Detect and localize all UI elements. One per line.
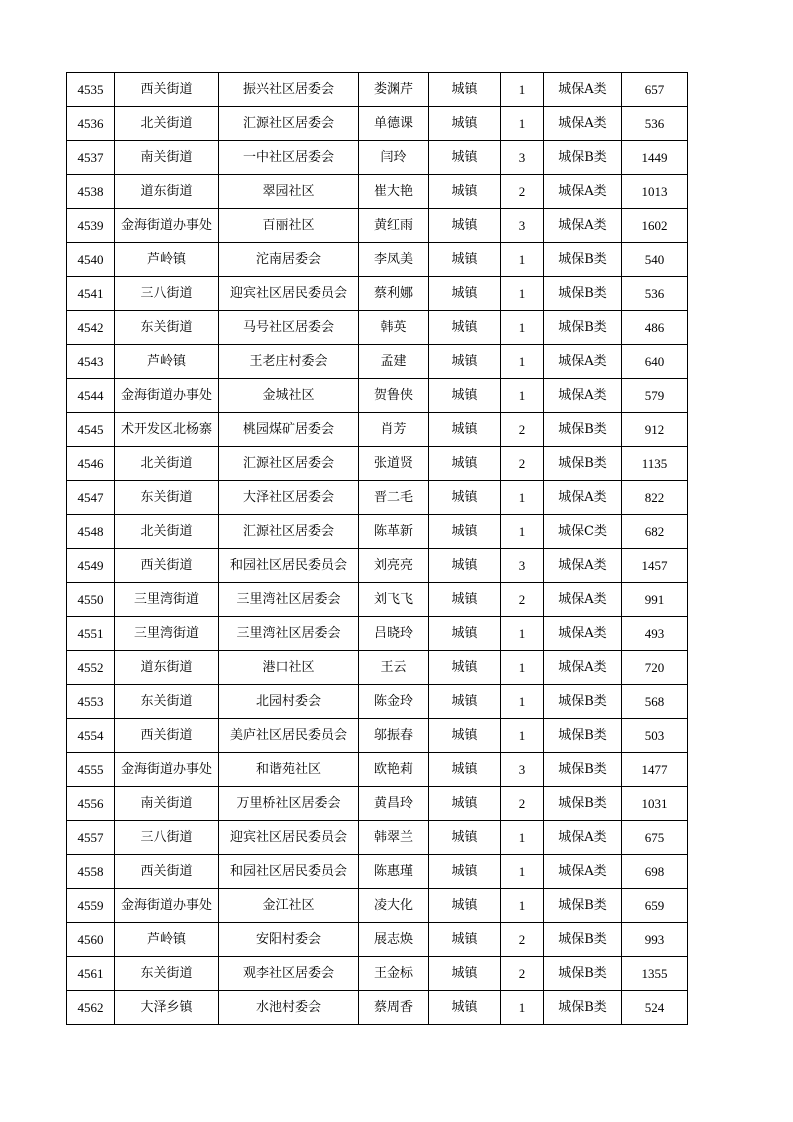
street-cell: 芦岭镇 [115, 243, 219, 277]
name-cell: 蔡周香 [359, 991, 429, 1025]
community-cell: 一中社区居委会 [219, 141, 359, 175]
row-id-cell: 4539 [67, 209, 115, 243]
name-cell: 陈惠瑾 [359, 855, 429, 889]
amount-cell: 657 [622, 73, 688, 107]
street-cell: 三八街道 [115, 277, 219, 311]
name-cell: 王云 [359, 651, 429, 685]
category-cell: 城保A类 [544, 209, 622, 243]
community-cell: 金城社区 [219, 379, 359, 413]
street-cell: 三里湾街道 [115, 583, 219, 617]
count-cell: 1 [501, 719, 544, 753]
table-row [67, 379, 688, 413]
type-cell: 城镇 [429, 685, 501, 719]
category-cell: 城保B类 [544, 243, 622, 277]
category-cell: 城保B类 [544, 923, 622, 957]
count-cell: 1 [501, 515, 544, 549]
community-cell: 马号社区居委会 [219, 311, 359, 345]
category-cell: 城保B类 [544, 889, 622, 923]
type-cell: 城镇 [429, 617, 501, 651]
row-id-cell: 4547 [67, 481, 115, 515]
row-id-cell: 4553 [67, 685, 115, 719]
community-cell: 三里湾社区居委会 [219, 617, 359, 651]
amount-cell: 1031 [622, 787, 688, 821]
name-cell: 韩英 [359, 311, 429, 345]
amount-cell: 682 [622, 515, 688, 549]
street-cell: 北关街道 [115, 515, 219, 549]
community-cell: 安阳村委会 [219, 923, 359, 957]
count-cell: 1 [501, 345, 544, 379]
type-cell: 城镇 [429, 651, 501, 685]
street-cell: 芦岭镇 [115, 345, 219, 379]
count-cell: 3 [501, 753, 544, 787]
name-cell: 凌大化 [359, 889, 429, 923]
count-cell: 2 [501, 583, 544, 617]
community-cell: 翠园社区 [219, 175, 359, 209]
type-cell: 城镇 [429, 583, 501, 617]
category-cell: 城保B类 [544, 787, 622, 821]
type-cell: 城镇 [429, 991, 501, 1025]
type-cell: 城镇 [429, 889, 501, 923]
count-cell: 1 [501, 311, 544, 345]
street-cell: 道东街道 [115, 651, 219, 685]
street-cell: 东关街道 [115, 685, 219, 719]
row-id-cell: 4538 [67, 175, 115, 209]
count-cell: 2 [501, 175, 544, 209]
name-cell: 孟建 [359, 345, 429, 379]
row-id-cell: 4536 [67, 107, 115, 141]
row-id-cell: 4558 [67, 855, 115, 889]
table-row [67, 855, 688, 889]
table-row [67, 821, 688, 855]
category-cell: 城保B类 [544, 413, 622, 447]
community-cell: 桃园煤矿居委会 [219, 413, 359, 447]
amount-cell: 991 [622, 583, 688, 617]
street-cell: 三八街道 [115, 821, 219, 855]
table-row [67, 923, 688, 957]
row-id-cell: 4550 [67, 583, 115, 617]
name-cell: 欧艳莉 [359, 753, 429, 787]
type-cell: 城镇 [429, 107, 501, 141]
row-id-cell: 4554 [67, 719, 115, 753]
category-cell: 城保A类 [544, 175, 622, 209]
name-cell: 单德课 [359, 107, 429, 141]
table-row [67, 447, 688, 481]
community-cell: 和园社区居民委员会 [219, 855, 359, 889]
community-cell: 汇源社区居委会 [219, 515, 359, 549]
type-cell: 城镇 [429, 311, 501, 345]
amount-cell: 579 [622, 379, 688, 413]
amount-cell: 536 [622, 107, 688, 141]
table-body [67, 73, 688, 1025]
count-cell: 1 [501, 685, 544, 719]
row-id-cell: 4555 [67, 753, 115, 787]
table-row [67, 719, 688, 753]
name-cell: 黄红雨 [359, 209, 429, 243]
count-cell: 3 [501, 549, 544, 583]
count-cell: 2 [501, 413, 544, 447]
name-cell: 刘亮亮 [359, 549, 429, 583]
table-row [67, 685, 688, 719]
row-id-cell: 4545 [67, 413, 115, 447]
amount-cell: 536 [622, 277, 688, 311]
name-cell: 刘飞飞 [359, 583, 429, 617]
amount-cell: 675 [622, 821, 688, 855]
street-cell: 金海街道办事处 [115, 889, 219, 923]
category-cell: 城保B类 [544, 277, 622, 311]
category-cell: 城保A类 [544, 379, 622, 413]
category-cell: 城保A类 [544, 617, 622, 651]
type-cell: 城镇 [429, 855, 501, 889]
name-cell: 崔大艳 [359, 175, 429, 209]
type-cell: 城镇 [429, 549, 501, 583]
type-cell: 城镇 [429, 447, 501, 481]
name-cell: 李凤美 [359, 243, 429, 277]
row-id-cell: 4551 [67, 617, 115, 651]
table-row [67, 583, 688, 617]
type-cell: 城镇 [429, 753, 501, 787]
community-cell: 北园村委会 [219, 685, 359, 719]
community-cell: 王老庄村委会 [219, 345, 359, 379]
category-cell: 城保B类 [544, 447, 622, 481]
amount-cell: 1602 [622, 209, 688, 243]
community-cell: 振兴社区居委会 [219, 73, 359, 107]
table-row [67, 515, 688, 549]
community-cell: 和谐苑社区 [219, 753, 359, 787]
amount-cell: 993 [622, 923, 688, 957]
count-cell: 2 [501, 447, 544, 481]
category-cell: 城保A类 [544, 481, 622, 515]
name-cell: 蔡利娜 [359, 277, 429, 311]
type-cell: 城镇 [429, 345, 501, 379]
community-cell: 汇源社区居委会 [219, 107, 359, 141]
amount-cell: 486 [622, 311, 688, 345]
type-cell: 城镇 [429, 719, 501, 753]
count-cell: 1 [501, 277, 544, 311]
name-cell: 韩翠兰 [359, 821, 429, 855]
row-id-cell: 4541 [67, 277, 115, 311]
community-cell: 三里湾社区居委会 [219, 583, 359, 617]
amount-cell: 493 [622, 617, 688, 651]
name-cell: 吕晓玲 [359, 617, 429, 651]
community-cell: 迎宾社区居民委员会 [219, 277, 359, 311]
table-row [67, 481, 688, 515]
type-cell: 城镇 [429, 957, 501, 991]
amount-cell: 524 [622, 991, 688, 1025]
type-cell: 城镇 [429, 141, 501, 175]
table-row [67, 753, 688, 787]
table-row [67, 413, 688, 447]
street-cell: 西关街道 [115, 855, 219, 889]
table-row [67, 651, 688, 685]
row-id-cell: 4562 [67, 991, 115, 1025]
amount-cell: 1013 [622, 175, 688, 209]
street-cell: 西关街道 [115, 719, 219, 753]
street-cell: 术开发区北杨寨 [115, 413, 219, 447]
category-cell: 城保B类 [544, 141, 622, 175]
type-cell: 城镇 [429, 515, 501, 549]
type-cell: 城镇 [429, 73, 501, 107]
community-cell: 汇源社区居委会 [219, 447, 359, 481]
count-cell: 1 [501, 991, 544, 1025]
count-cell: 2 [501, 923, 544, 957]
community-cell: 沱南居委会 [219, 243, 359, 277]
category-cell: 城保A类 [544, 651, 622, 685]
type-cell: 城镇 [429, 175, 501, 209]
type-cell: 城镇 [429, 379, 501, 413]
row-id-cell: 4546 [67, 447, 115, 481]
name-cell: 黄昌玲 [359, 787, 429, 821]
count-cell: 1 [501, 855, 544, 889]
count-cell: 3 [501, 209, 544, 243]
amount-cell: 1355 [622, 957, 688, 991]
row-id-cell: 4559 [67, 889, 115, 923]
type-cell: 城镇 [429, 821, 501, 855]
type-cell: 城镇 [429, 481, 501, 515]
street-cell: 芦岭镇 [115, 923, 219, 957]
amount-cell: 568 [622, 685, 688, 719]
name-cell: 晋二毛 [359, 481, 429, 515]
street-cell: 大泽乡镇 [115, 991, 219, 1025]
table-row [67, 957, 688, 991]
street-cell: 三里湾街道 [115, 617, 219, 651]
name-cell: 陈革新 [359, 515, 429, 549]
row-id-cell: 4540 [67, 243, 115, 277]
amount-cell: 822 [622, 481, 688, 515]
community-cell: 观李社区居委会 [219, 957, 359, 991]
amount-cell: 540 [622, 243, 688, 277]
amount-cell: 1457 [622, 549, 688, 583]
count-cell: 1 [501, 821, 544, 855]
row-id-cell: 4537 [67, 141, 115, 175]
row-id-cell: 4543 [67, 345, 115, 379]
name-cell: 贺鲁侠 [359, 379, 429, 413]
category-cell: 城保A类 [544, 345, 622, 379]
street-cell: 东关街道 [115, 957, 219, 991]
table-row [67, 243, 688, 277]
type-cell: 城镇 [429, 209, 501, 243]
category-cell: 城保B类 [544, 991, 622, 1025]
name-cell: 陈金玲 [359, 685, 429, 719]
row-id-cell: 4557 [67, 821, 115, 855]
category-cell: 城保B类 [544, 685, 622, 719]
community-cell: 迎宾社区居民委员会 [219, 821, 359, 855]
table-row [67, 107, 688, 141]
row-id-cell: 4549 [67, 549, 115, 583]
amount-cell: 640 [622, 345, 688, 379]
table-row [67, 311, 688, 345]
street-cell: 西关街道 [115, 549, 219, 583]
table-row [67, 787, 688, 821]
street-cell: 金海街道办事处 [115, 209, 219, 243]
table-row [67, 175, 688, 209]
type-cell: 城镇 [429, 413, 501, 447]
row-id-cell: 4548 [67, 515, 115, 549]
count-cell: 3 [501, 141, 544, 175]
row-id-cell: 4561 [67, 957, 115, 991]
count-cell: 1 [501, 889, 544, 923]
table-row [67, 277, 688, 311]
type-cell: 城镇 [429, 787, 501, 821]
count-cell: 2 [501, 787, 544, 821]
name-cell: 肖芳 [359, 413, 429, 447]
row-id-cell: 4544 [67, 379, 115, 413]
street-cell: 金海街道办事处 [115, 753, 219, 787]
table-row [67, 991, 688, 1025]
community-cell: 万里桥社区居委会 [219, 787, 359, 821]
street-cell: 东关街道 [115, 311, 219, 345]
table-row [67, 73, 688, 107]
community-cell: 水池村委会 [219, 991, 359, 1025]
table-row [67, 345, 688, 379]
count-cell: 1 [501, 107, 544, 141]
row-id-cell: 4556 [67, 787, 115, 821]
category-cell: 城保A类 [544, 107, 622, 141]
name-cell: 娄渊芹 [359, 73, 429, 107]
table-row [67, 209, 688, 243]
count-cell: 1 [501, 617, 544, 651]
name-cell: 邬振春 [359, 719, 429, 753]
street-cell: 道东街道 [115, 175, 219, 209]
category-cell: 城保A类 [544, 855, 622, 889]
count-cell: 1 [501, 481, 544, 515]
count-cell: 1 [501, 243, 544, 277]
count-cell: 2 [501, 957, 544, 991]
name-cell: 展志焕 [359, 923, 429, 957]
count-cell: 1 [501, 651, 544, 685]
amount-cell: 720 [622, 651, 688, 685]
street-cell: 东关街道 [115, 481, 219, 515]
amount-cell: 1477 [622, 753, 688, 787]
name-cell: 张道贤 [359, 447, 429, 481]
type-cell: 城镇 [429, 277, 501, 311]
street-cell: 北关街道 [115, 107, 219, 141]
community-cell: 大泽社区居委会 [219, 481, 359, 515]
amount-cell: 659 [622, 889, 688, 923]
street-cell: 北关街道 [115, 447, 219, 481]
count-cell: 1 [501, 379, 544, 413]
amount-cell: 503 [622, 719, 688, 753]
amount-cell: 1449 [622, 141, 688, 175]
street-cell: 西关街道 [115, 73, 219, 107]
table-row [67, 617, 688, 651]
community-cell: 港口社区 [219, 651, 359, 685]
category-cell: 城保A类 [544, 73, 622, 107]
community-cell: 和园社区居民委员会 [219, 549, 359, 583]
row-id-cell: 4535 [67, 73, 115, 107]
amount-cell: 912 [622, 413, 688, 447]
row-id-cell: 4552 [67, 651, 115, 685]
community-cell: 百丽社区 [219, 209, 359, 243]
category-cell: 城保C类 [544, 515, 622, 549]
category-cell: 城保B类 [544, 957, 622, 991]
row-id-cell: 4542 [67, 311, 115, 345]
street-cell: 南关街道 [115, 787, 219, 821]
community-cell: 美庐社区居民委员会 [219, 719, 359, 753]
street-cell: 南关街道 [115, 141, 219, 175]
category-cell: 城保B类 [544, 719, 622, 753]
category-cell: 城保B类 [544, 753, 622, 787]
type-cell: 城镇 [429, 243, 501, 277]
category-cell: 城保B类 [544, 311, 622, 345]
row-id-cell: 4560 [67, 923, 115, 957]
category-cell: 城保A类 [544, 549, 622, 583]
category-cell: 城保A类 [544, 821, 622, 855]
name-cell: 闫玲 [359, 141, 429, 175]
community-cell: 金江社区 [219, 889, 359, 923]
amount-cell: 698 [622, 855, 688, 889]
street-cell: 金海街道办事处 [115, 379, 219, 413]
table-row [67, 141, 688, 175]
category-cell: 城保A类 [544, 583, 622, 617]
count-cell: 1 [501, 73, 544, 107]
data-table [66, 72, 688, 1025]
amount-cell: 1135 [622, 447, 688, 481]
type-cell: 城镇 [429, 923, 501, 957]
table-row [67, 889, 688, 923]
name-cell: 王金标 [359, 957, 429, 991]
table-row [67, 549, 688, 583]
